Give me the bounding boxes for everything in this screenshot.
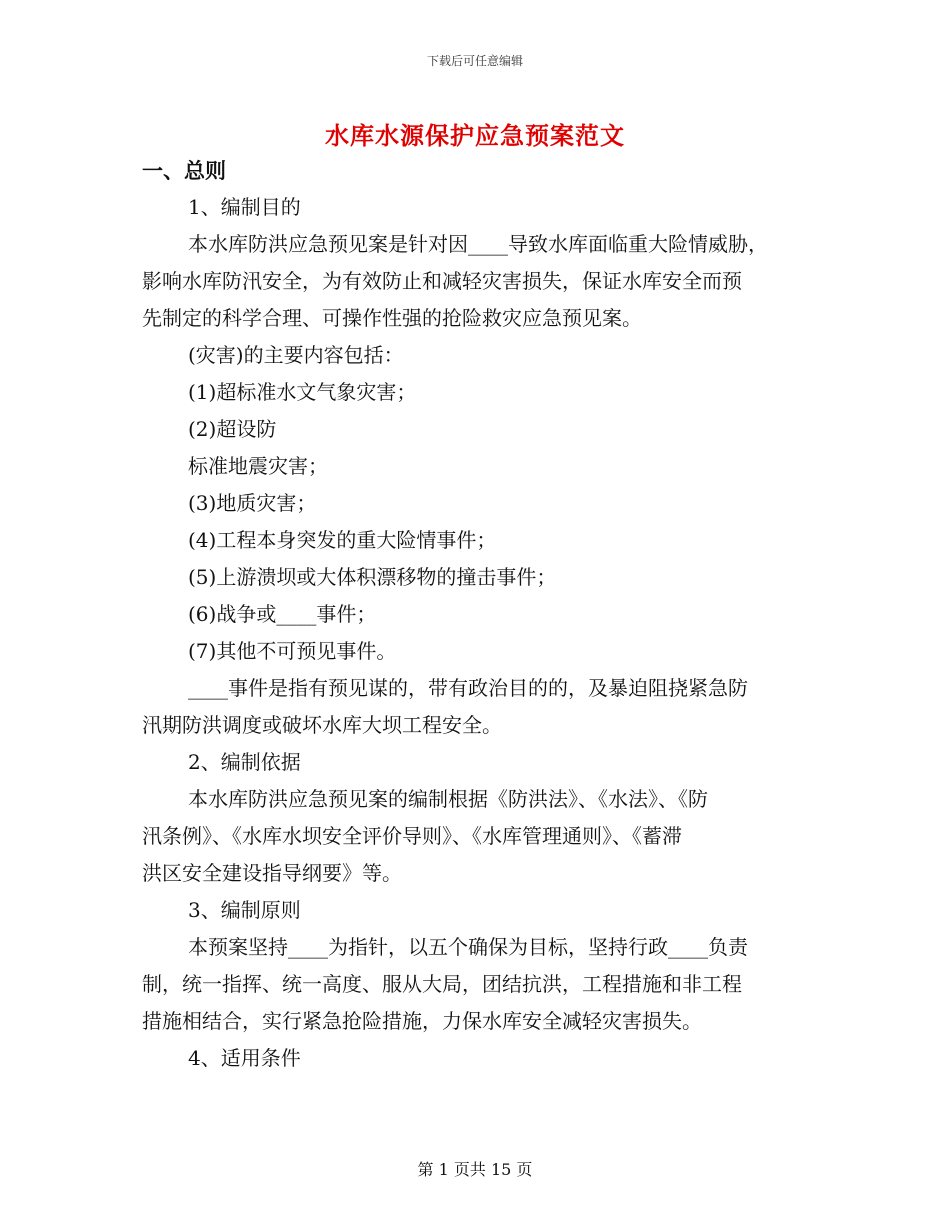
text-line: 1、编制目的 [188, 195, 301, 219]
text-line: 2、编制依据 [188, 750, 301, 774]
text-line: 4、适用条件 [188, 1046, 301, 1070]
text-line: 影响水库防汛安全，为有效防止和减轻灾害损失，保证水库安全而预 [142, 269, 742, 293]
text-line: (2)超设防 [188, 417, 277, 441]
text-line: (3)地质灾害； [188, 491, 317, 515]
text-line: 汛期防洪调度或破坏水库大坝工程安全。 [142, 713, 502, 737]
page-footer: 第 1 页共 15 页 [417, 1160, 533, 1179]
text-line: 制，统一指挥、统一高度、服从大局，团结抗洪，工程措施和非工程 [142, 972, 742, 996]
section-heading: 一、总则 [142, 158, 226, 183]
text-line: 本预案坚持____为指针，以五个确保为目标，坚持行政____负责 [188, 935, 748, 959]
document-body [142, 152, 808, 1077]
text-line: ____事件是指有预见谋的，带有政治目的的，及暴迫阻挠紧急防 [188, 676, 748, 700]
text-line: (6)战争或____事件； [188, 602, 377, 626]
text-line: (7)其他不可预见事件。 [188, 639, 397, 663]
text-line: 汛条例》、《水库水坝安全评价导则》、《水库管理通则》、《蓄滞 [142, 824, 682, 848]
text-line: 先制定的科学合理、可操作性强的抢险救灾应急预见案。 [142, 306, 642, 330]
text-line: 洪区安全建设指导纲要》等。 [142, 861, 402, 885]
text-line: (灾害)的主要内容包括： [188, 343, 404, 367]
document-title: 水库水源保护应急预案范文 [325, 121, 625, 150]
text-line: (1)超标准水文气象灾害； [188, 380, 417, 404]
text-line: 措施相结合，实行紧急抢险措施，力保水库安全减轻灾害损失。 [142, 1009, 702, 1033]
text-line: 本水库防洪应急预见案的编制根据《防洪法》、《水法》、《防 [188, 787, 708, 811]
text-line: (4)工程本身突发的重大险情事件； [188, 528, 497, 552]
text-line: 标准地震灾害； [188, 454, 328, 478]
page-header: 下载后可任意编辑 [426, 54, 523, 68]
text-line: 3、编制原则 [188, 898, 301, 922]
text-line: (5)上游溃坝或大体积漂移物的撞击事件； [188, 565, 557, 589]
text-line: 本水库防洪应急预见案是针对因____导致水库面临重大险情威胁， [188, 232, 768, 256]
